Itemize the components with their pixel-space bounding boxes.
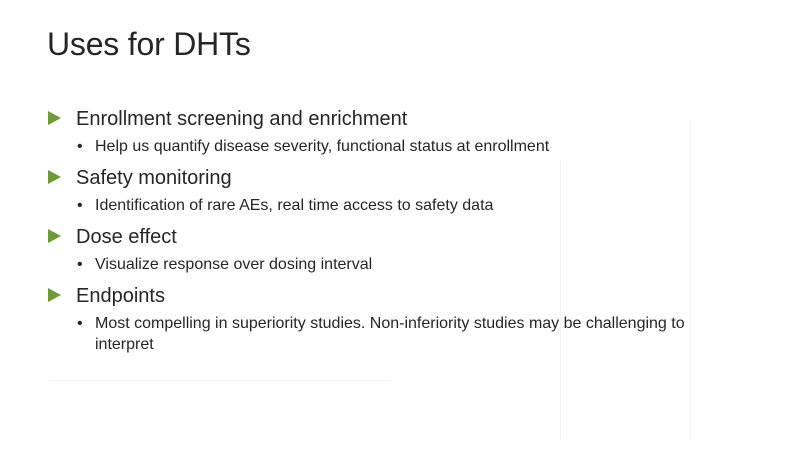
dot-bullet-icon: • xyxy=(77,256,83,273)
list-item xyxy=(46,106,766,157)
list-item xyxy=(46,224,766,275)
bullet-heading-text: Safety monitoring xyxy=(76,167,232,189)
sub-bullet xyxy=(46,254,766,275)
bullet-list xyxy=(46,106,766,363)
bullet-heading xyxy=(46,283,766,309)
green-triangle-bullet-icon xyxy=(48,170,61,184)
slide-title: Uses for DHTs xyxy=(47,26,251,62)
dot-bullet-icon: • xyxy=(77,315,83,332)
green-triangle-bullet-icon xyxy=(48,229,61,243)
list-item xyxy=(46,165,766,216)
green-triangle-bullet-icon xyxy=(48,288,61,302)
green-triangle-bullet-icon xyxy=(48,111,61,125)
bullet-heading-text: Enrollment screening and enrichment xyxy=(76,108,408,130)
bullet-heading xyxy=(46,165,766,191)
sub-bullet-text: Identification of rare AEs, real time access to safety data xyxy=(95,197,494,214)
dot-bullet-icon: • xyxy=(77,197,83,214)
sub-bullet xyxy=(46,136,766,157)
bullet-heading-text: Dose effect xyxy=(76,226,177,248)
background-ghost-line xyxy=(50,380,390,381)
bullet-heading-text: Endpoints xyxy=(76,285,165,307)
dot-bullet-icon: • xyxy=(77,138,83,155)
bullet-heading xyxy=(46,106,766,132)
sub-bullet xyxy=(46,313,695,355)
bullet-heading xyxy=(46,224,766,250)
sub-bullet-text: Visualize response over dosing interval xyxy=(95,256,373,273)
list-item xyxy=(46,283,766,355)
sub-bullet-text: Help us quantify disease severity, functional status at enrollment xyxy=(95,138,550,155)
sub-bullet xyxy=(46,195,766,216)
sub-bullet-text: Most compelling in superiority studies. Non-inferiority studies may be challenging to interpret xyxy=(95,315,685,353)
